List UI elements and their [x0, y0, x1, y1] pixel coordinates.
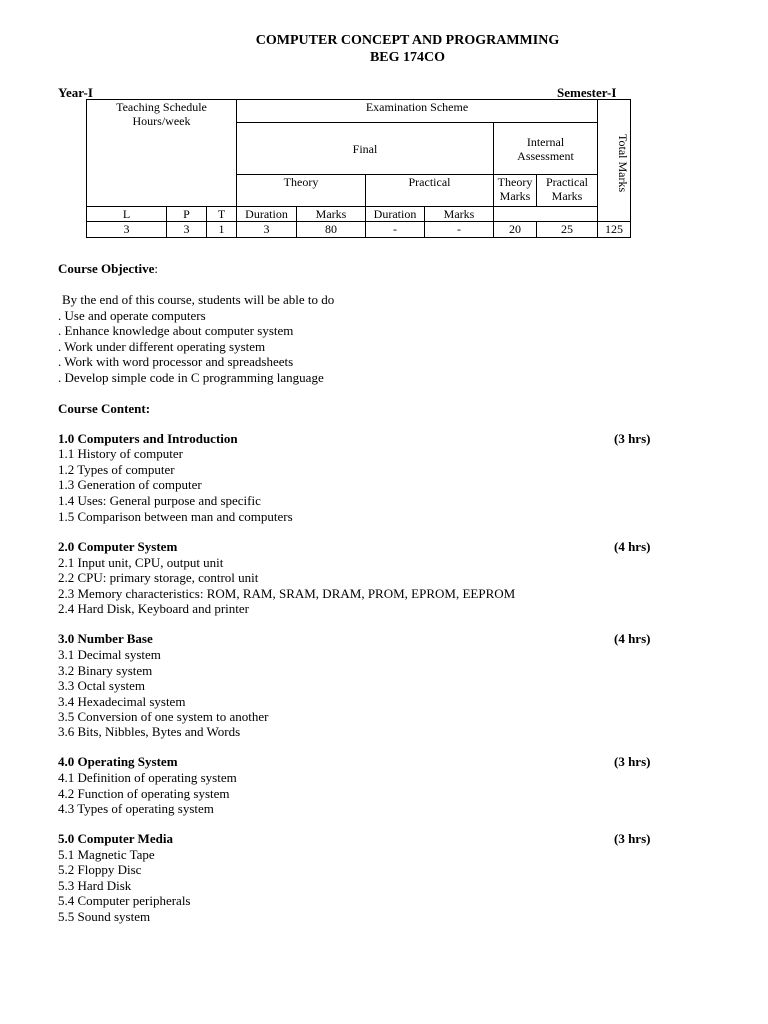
objective-item: . Work under different operating system — [58, 339, 266, 354]
course-code: BEG 174CO — [369, 50, 446, 65]
value-cell: 20 — [494, 222, 537, 238]
section-title: 3.0 Number Base — [58, 631, 153, 646]
section-item: 4.1 Definition of operating system — [58, 770, 237, 785]
section-item: 1.1 History of computer — [58, 446, 183, 461]
col-l: L — [87, 207, 167, 222]
objective-item: . Use and operate computers — [58, 308, 206, 323]
objective-heading: Course Objective: — [58, 261, 159, 276]
objective-item: . Develop simple code in C programming language — [58, 370, 324, 385]
section-item: 1.4 Uses: General purpose and specific — [58, 493, 261, 508]
teaching-schedule-header: Teaching Schedule Hours/week — [87, 100, 237, 207]
section-item: 2.4 Hard Disk, Keyboard and printer — [58, 601, 249, 616]
section-hours: (4 hrs) — [614, 539, 651, 554]
section-item: 3.2 Binary system — [58, 663, 153, 678]
value-cell: 3 — [167, 222, 207, 238]
section-item: 5.3 Hard Disk — [58, 878, 132, 893]
section-item: 1.2 Types of computer — [58, 462, 175, 477]
semester-label: Semester-I — [557, 85, 617, 100]
internal-assessment-header: Internal Assessment — [494, 123, 598, 175]
section-title: 1.0 Computers and Introduction — [58, 431, 238, 446]
value-cell: - — [425, 222, 494, 238]
examination-scheme-header: Examination Scheme — [237, 100, 598, 123]
value-cell: 125 — [598, 222, 631, 238]
section-hours: (3 hrs) — [614, 431, 651, 446]
schedule-table — [86, 99, 631, 238]
theory-marks-header: Theory Marks — [494, 175, 537, 207]
section-item: 5.4 Computer peripherals — [58, 893, 191, 908]
value-cell: 1 — [207, 222, 237, 238]
total-marks-header: Total Marks — [598, 100, 631, 222]
section-item: 5.5 Sound system — [58, 909, 151, 924]
section-hours: (3 hrs) — [614, 754, 651, 769]
section-item: 1.5 Comparison between man and computers — [58, 509, 293, 524]
col-spacer — [494, 207, 598, 222]
section-item: 3.6 Bits, Nibbles, Bytes and Words — [58, 724, 241, 739]
section-item: 4.2 Function of operating system — [58, 786, 230, 801]
section-item: 5.2 Floppy Disc — [58, 862, 142, 877]
value-cell: 3 — [237, 222, 297, 238]
year-label: Year-I — [58, 85, 93, 100]
col-practical-marks: Marks — [425, 207, 494, 222]
section-item: 3.3 Octal system — [58, 678, 146, 693]
section-hours: (4 hrs) — [614, 631, 651, 646]
practical-header: Practical — [366, 175, 494, 207]
section-item: 2.1 Input unit, CPU, output unit — [58, 555, 224, 570]
objective-intro: By the end of this course, students will be able to do — [62, 292, 335, 307]
section-item: 1.3 Generation of computer — [58, 477, 202, 492]
section-item: 3.4 Hexadecimal system — [58, 694, 186, 709]
course-title: COMPUTER CONCEPT AND PROGRAMMING — [255, 33, 560, 48]
value-cell: - — [366, 222, 425, 238]
value-cell: 25 — [537, 222, 598, 238]
value-cell: 80 — [297, 222, 366, 238]
section-hours: (3 hrs) — [614, 831, 651, 846]
col-p: P — [167, 207, 207, 222]
section-item: 3.5 Conversion of one system to another — [58, 709, 269, 724]
col-t: T — [207, 207, 237, 222]
objective-item: . Work with word processor and spreadsheets — [58, 354, 294, 369]
theory-header: Theory — [237, 175, 366, 207]
col-theory-marks: Marks — [297, 207, 366, 222]
section-item: 4.3 Types of operating system — [58, 801, 214, 816]
section-title: 4.0 Operating System — [58, 754, 178, 769]
value-cell: 3 — [87, 222, 167, 238]
final-header: Final — [237, 123, 494, 175]
section-item: 3.1 Decimal system — [58, 647, 161, 662]
objective-item: . Enhance knowledge about computer system — [58, 323, 294, 338]
section-item: 2.2 CPU: primary storage, control unit — [58, 570, 259, 585]
course-content-heading: Course Content: — [58, 401, 151, 416]
col-practical-duration: Duration — [366, 207, 425, 222]
col-theory-duration: Duration — [237, 207, 297, 222]
section-item: 2.3 Memory characteristics: ROM, RAM, SRAM, DRAM, PROM, EPROM, EEPROM — [58, 586, 516, 601]
practical-marks-header: Practical Marks — [537, 175, 598, 207]
section-title: 5.0 Computer Media — [58, 831, 173, 846]
section-item: 5.1 Magnetic Tape — [58, 847, 155, 862]
section-title: 2.0 Computer System — [58, 539, 178, 554]
